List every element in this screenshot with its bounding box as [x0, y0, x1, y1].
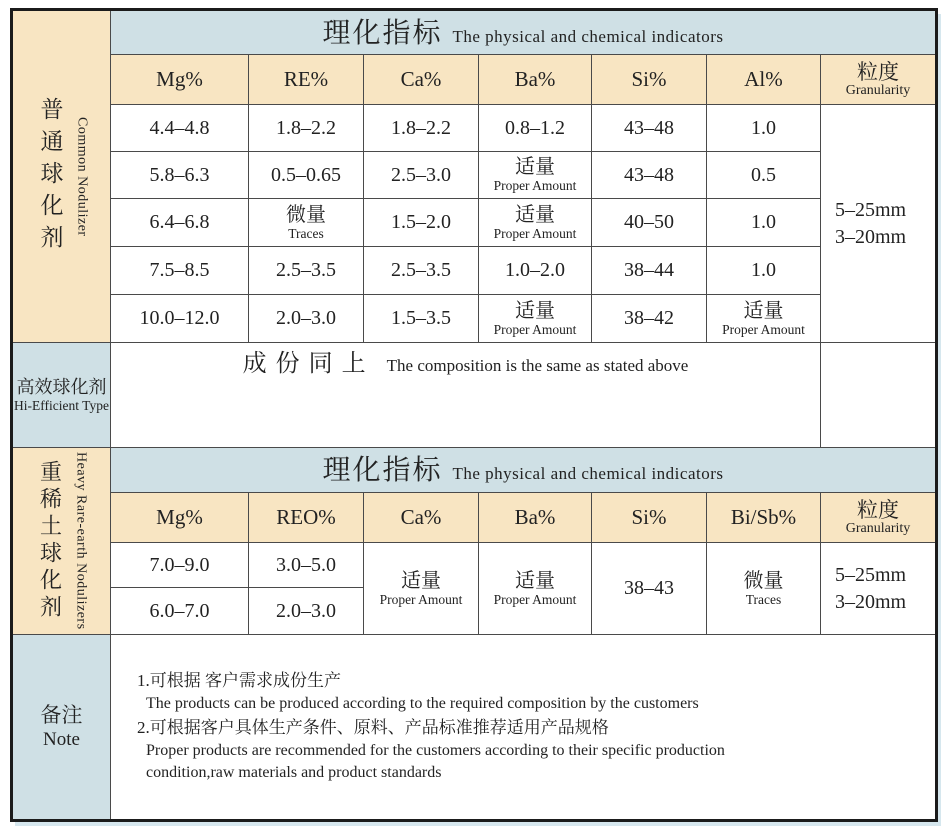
cell-value: 3.0–5.0	[276, 553, 336, 576]
table1-r1-al	[707, 105, 820, 151]
cell-value: 适量	[515, 156, 555, 179]
header-label: Ca%	[400, 67, 442, 92]
table1-r1-re	[249, 105, 363, 151]
note-line-3: 2.可根据客户具体生产条件、原料、产品标准推荐适用产品规格	[137, 717, 609, 737]
table1-r2-mg	[111, 152, 248, 198]
granularity-line2: 3–20mm	[835, 225, 907, 248]
table1-r2-ba	[479, 152, 591, 198]
cell-value: 1.0	[751, 116, 776, 139]
table1-header-al	[707, 55, 820, 104]
table2-title-zh: 理化指标	[322, 455, 443, 486]
table2-header-reo	[249, 493, 363, 542]
category-common-en: Common Nodulizer	[74, 116, 90, 237]
cell-value: 7.5–8.5	[149, 259, 210, 281]
cell-value: 适量	[401, 569, 441, 592]
header-label: Ba%	[514, 505, 556, 530]
table2-merged-ba	[479, 543, 591, 634]
cell-value: 1.5–2.0	[391, 211, 451, 233]
table1-header-ca	[364, 55, 478, 104]
nodulizer-spec-table	[10, 8, 938, 822]
category-note-zh: 备注	[40, 702, 83, 727]
cell-subvalue: Traces	[288, 225, 324, 241]
table1-r4-ba	[479, 247, 591, 294]
table1-title-en: The physical and chemical indicators	[452, 27, 724, 46]
cell-value: 10.0–12.0	[139, 307, 220, 329]
cell-value: 0.8–1.2	[505, 116, 565, 139]
header-label: REO%	[276, 505, 336, 530]
table2-header-mg	[111, 493, 248, 542]
granularity-line1: 5–25mm	[835, 198, 907, 221]
table1-r3-al	[707, 199, 820, 246]
same-as-above-zh: 成份同上	[242, 351, 375, 377]
cell-subvalue: Proper Amount	[379, 591, 463, 607]
cell-value: 6.0–7.0	[149, 599, 210, 622]
cell-value: 1.8–2.2	[276, 116, 336, 139]
table2-r1-reo	[249, 543, 363, 587]
cell-value: 6.4–6.8	[149, 211, 210, 233]
table2-merged-ca	[364, 543, 478, 634]
table1-r3-re	[249, 199, 363, 246]
header-label: 粒度	[857, 498, 899, 523]
table2-header-bisb	[707, 493, 820, 542]
table2-granularity-value	[821, 543, 935, 634]
table2-title-en: The physical and chemical indicators	[452, 464, 724, 483]
cell-value: 5.8–6.3	[149, 163, 210, 186]
table1-r5-re	[249, 295, 363, 342]
category-common-nodulizer	[13, 11, 110, 342]
granularity-line2: 3–20mm	[835, 590, 907, 613]
cell-value: 38–42	[624, 307, 674, 329]
header-label: Mg%	[156, 505, 203, 530]
table2-header-granularity	[821, 493, 935, 542]
hi-efficient-granularity-empty	[821, 343, 935, 447]
table2-r1-mg	[111, 543, 248, 587]
table1-r3-ca	[364, 199, 478, 246]
cell-value: 2.0–3.0	[276, 599, 336, 622]
table1-r5-si	[592, 295, 706, 342]
cell-value: 适量	[515, 203, 555, 226]
table1-r3-mg	[111, 199, 248, 246]
table1-r3-si	[592, 199, 706, 246]
cell-value: 43–48	[624, 116, 674, 139]
table1-r4-ca	[364, 247, 478, 294]
table2-merged-bisb	[707, 543, 820, 634]
cell-value: 1.8–2.2	[391, 116, 451, 139]
table1-header-mg	[111, 55, 248, 104]
cell-subvalue: Proper Amount	[493, 178, 577, 194]
cell-value: 微量	[286, 203, 326, 226]
category-note-en: Note	[43, 729, 80, 751]
table1-r2-si	[592, 152, 706, 198]
table2-r2-reo	[249, 588, 363, 634]
cell-value: 7.0–9.0	[149, 553, 210, 576]
cell-subvalue: Proper Amount	[493, 225, 577, 241]
cell-value: 0.5–0.65	[271, 163, 341, 186]
table1-r4-al	[707, 247, 820, 294]
header-label: RE%	[283, 67, 329, 92]
header-label: 粒度	[857, 60, 899, 85]
cell-value: 38–44	[624, 259, 674, 281]
table1-header-re	[249, 55, 363, 104]
table1-title	[111, 11, 935, 54]
table1-r1-si	[592, 105, 706, 151]
cell-value: 38–43	[624, 577, 674, 599]
cell-value: 40–50	[624, 211, 674, 233]
category-rare-earth-zh: 重稀土球化剂	[37, 460, 63, 622]
category-hi-efficient-zh: 高效球化剂	[16, 376, 107, 397]
category-common-zh: 普通球化剂	[37, 96, 63, 257]
cell-value: 0.5	[751, 163, 776, 186]
table1-r5-ba	[479, 295, 591, 342]
cell-value: 1.0–2.0	[505, 259, 565, 281]
table2-title	[111, 448, 935, 492]
table2-r2-mg	[111, 588, 248, 634]
cell-value: 微量	[743, 569, 784, 592]
cell-value: 2.0–3.0	[276, 307, 336, 329]
table1-r1-ba	[479, 105, 591, 151]
table1-r2-re	[249, 152, 363, 198]
table1-r5-mg	[111, 295, 248, 342]
note-line-2: The products can be produced according to the required composition by the customers	[146, 694, 699, 712]
header-label: Al%	[744, 67, 783, 92]
header-sublabel: Granularity	[845, 521, 911, 537]
table1-r2-ca	[364, 152, 478, 198]
table1-title-zh: 理化指标	[322, 18, 443, 49]
cell-value: 1.5–3.5	[391, 307, 451, 329]
cell-value: 2.5–3.0	[391, 163, 451, 186]
table1-r1-ca	[364, 105, 478, 151]
header-label: Si%	[631, 67, 667, 92]
category-hi-efficient-en: Hi-Efficient Type	[14, 398, 109, 414]
note-line-1: 1.可根据 客户需求成份生产	[137, 670, 341, 690]
table1-r5-al	[707, 295, 820, 342]
category-rare-earth	[13, 448, 110, 634]
table1-r4-mg	[111, 247, 248, 294]
header-label: Ba%	[514, 67, 556, 92]
header-label: Ca%	[400, 505, 442, 530]
category-note	[13, 635, 110, 819]
same-as-above-cell	[111, 343, 820, 447]
cell-subvalue: Traces	[745, 591, 782, 607]
same-as-above-en: The composition is the same as stated above	[386, 356, 689, 375]
table2-merged-si	[592, 543, 706, 634]
category-hi-efficient	[13, 343, 110, 447]
cell-subvalue: Proper Amount	[493, 591, 577, 607]
note-body	[111, 635, 935, 819]
header-label: Bi/Sb%	[730, 505, 797, 530]
cell-subvalue: Proper Amount	[722, 321, 805, 337]
header-sublabel: Granularity	[845, 83, 911, 99]
table1-r3-ba	[479, 199, 591, 246]
cell-value: 2.5–3.5	[391, 259, 451, 281]
table2-header-si	[592, 493, 706, 542]
cell-value: 43–48	[624, 163, 674, 186]
table1-header-ba	[479, 55, 591, 104]
table1-r4-re	[249, 247, 363, 294]
table1-header-si	[592, 55, 706, 104]
table1-r4-si	[592, 247, 706, 294]
table1-r5-ca	[364, 295, 478, 342]
header-label: Mg%	[156, 67, 203, 92]
header-label: Si%	[631, 505, 667, 530]
table2-header-ca	[364, 493, 478, 542]
cell-value: 1.0	[751, 259, 776, 281]
table1-r1-mg	[111, 105, 248, 151]
table2-header-ba	[479, 493, 591, 542]
category-rare-earth-en: Heavy Rare-earth Nodulizers	[73, 452, 89, 630]
cell-value: 适量	[515, 299, 555, 322]
cell-value: 适量	[515, 569, 555, 592]
note-line-4: Proper products are recommended for the customers according to their specific production	[146, 741, 725, 759]
cell-value: 4.4–4.8	[149, 116, 210, 139]
note-line-5: condition,raw materials and product standards	[146, 764, 442, 782]
cell-subvalue: Proper Amount	[493, 321, 577, 337]
cell-value: 1.0	[751, 211, 776, 233]
granularity-line1: 5–25mm	[835, 563, 907, 586]
table1-header-granularity	[821, 55, 935, 104]
table1-r2-al	[707, 152, 820, 198]
table1-granularity-value	[821, 105, 935, 342]
cell-value: 适量	[743, 299, 784, 322]
cell-value: 2.5–3.5	[276, 259, 336, 281]
